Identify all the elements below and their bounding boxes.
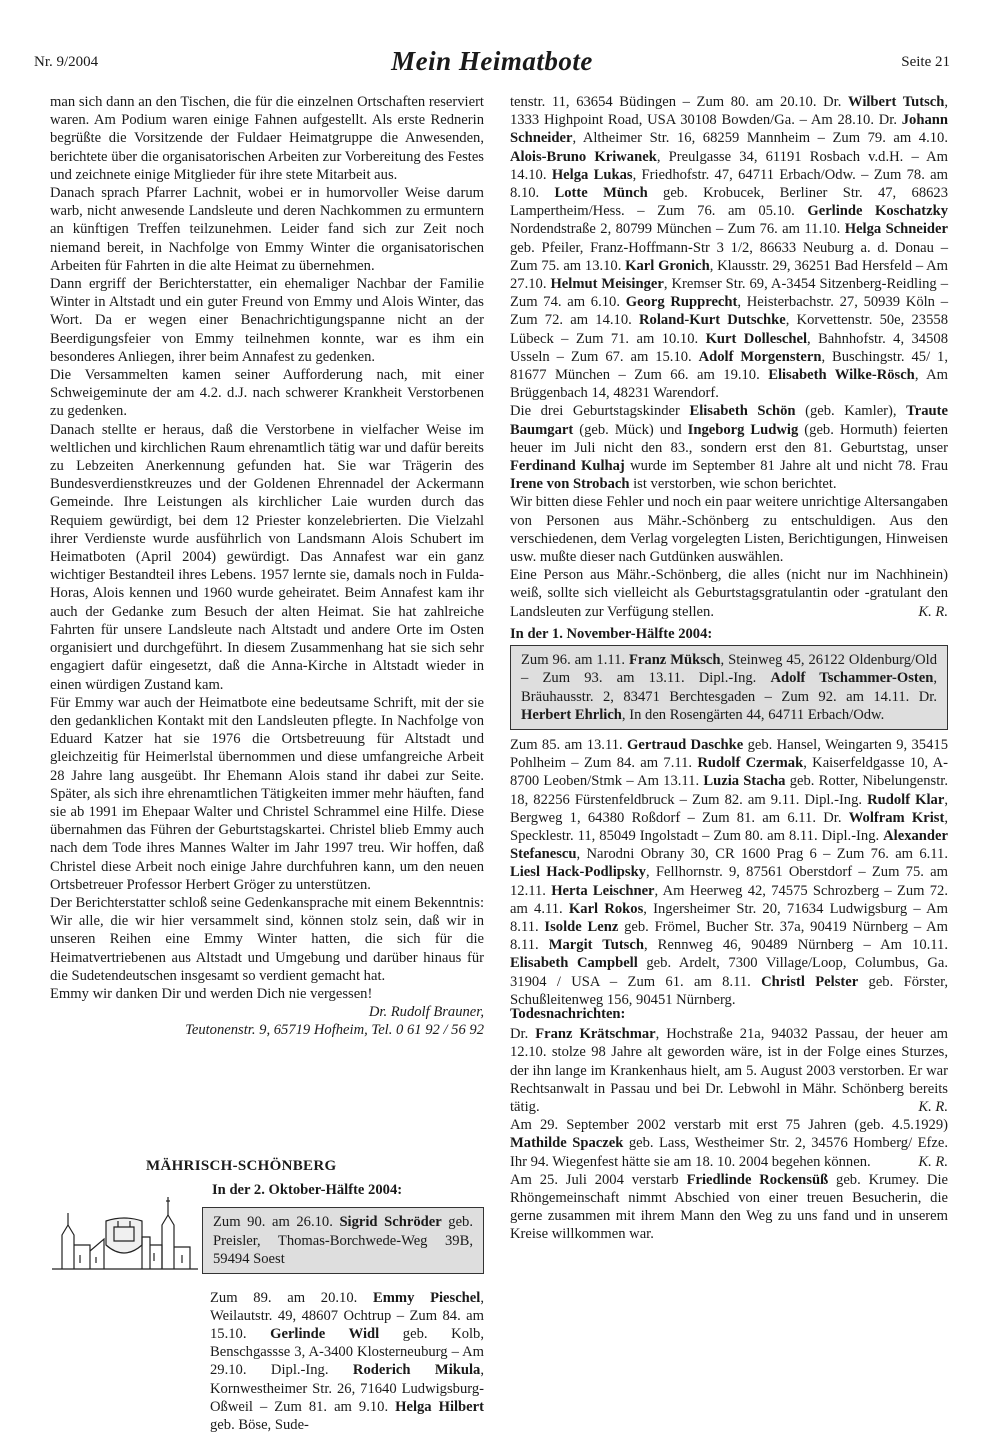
list-text: , Weilautstr. 49, 48607 Ochtrup – Zum 84. am 15.10. [210, 1289, 484, 1343]
list-text: Am 29. September 2002 verstarb mit erst 75 Jahren (geb. 4.5.1929) [510, 1117, 948, 1134]
person-name: Adolf Tschammer-Osten [770, 670, 934, 687]
list-text: , Rennweg 46, 90489 Nürnberg – Am 10.11. [643, 937, 948, 954]
person-name: Mathilde Spaczek [510, 1135, 624, 1152]
paragraph: Für Emmy war auch der Heimatbote eine bedeutsame Schrift, mit der sie den gedanklichen Kontakt mit den Landsleuten pflegte. In Nachfolge von Eduard Katzer hat sie 1976 die Ortsbetreuung für Altstadt und gleichzeitig für Heimerlstal übernommen und diese umfangreiche Arbeit 28 Jahre lang ausgeübt. Ihr Ehemann Alois stand ihr dabei zur Seite. Später, als sich ihre ehrenamtlichen Tätigkeiten immer mehr häuften, fand sie ab 1991 im Ehepaar Walter und Christel Schrammel eine Hilfe. Diese übernahmen das Führen der Geburtstagskartei. Christel blieb Emmy auch nach dem Tode ihres Mannes Walter im Jahr 1997 treu. Wir hoffen, daß Christel diese Arbeit noch einige Jahre durchfuhren kann, um den neuen Ortsbetreuer Professor Herbert Gröger zu unterstützen. [50, 694, 484, 893]
person-name: Sigrid Schröder [339, 1214, 442, 1231]
correction-paragraph [510, 402, 948, 493]
list-text: , Narodni Obrany 30, CR 1600 Prag 6 – Zum 76. am 6.11. [576, 846, 948, 863]
person-name: Karl Gronich [625, 257, 710, 274]
list-text: , Buschingstr. 45/ 1, 81677 München – Zum 66. am 19.10. [510, 348, 948, 384]
paragraph: Dann ergriff der Berichterstatter, ein ehemaliger Nachbar der Familie Winter in Altstadt und ein guter Freund von Emmy und Alois Winter, das Wort. Da er wegen einer Benachrichtigungspanne nicht an der Beerdigungsfeier von Emmy teilnehmen konnte, war es ihm ein besonderes Anliegen, ihrer beim Annafest zu gedenken. [50, 276, 484, 365]
person-name: Kurt Dolleschel [705, 330, 808, 347]
person-name: Rudolf Czermak [697, 755, 804, 772]
list-text: Dr. [510, 1026, 536, 1043]
person-name: Helga Schneider [844, 221, 949, 238]
box-text: Zum 90. am 26.10. [213, 1214, 340, 1231]
person-name: Traute Baumgart [510, 403, 949, 438]
person-name: Elisabeth Campbell [510, 955, 638, 972]
author-initials: K. R. [918, 1098, 948, 1115]
birthday-list [50, 1289, 484, 1435]
person-name: Liesl Hack-Podlipsky [510, 864, 646, 881]
person-name: Gerlinde Widl [270, 1326, 380, 1343]
request-paragraph [510, 566, 948, 621]
list-text: , 1333 Highpoint Road, USA 30108 Bowden/Ga. – Am 28.10. Dr. [510, 94, 949, 129]
person-name: Isolde Lenz [544, 918, 619, 935]
page-header [34, 46, 950, 78]
list-text: wurde im September 81 Jahre alt und nicht 78. Frau [624, 458, 948, 475]
obituaries-heading: Todesnachrichten: [510, 1005, 626, 1022]
person-name: Emmy Pieschel [373, 1289, 481, 1306]
section-title: MÄHRISCH-SCHÖNBERG [146, 1158, 337, 1174]
paragraph: Emmy wir danken Dir und werden Dich nie vergessen! [50, 985, 373, 1002]
box-text: , Bräuhausstr. 2, 83471 Berchtesgaden – Zum 92. am 14.11. Dr. [521, 670, 937, 705]
list-text: , Korvettenstr. 50e, 23558 Lübeck – Zum 71. am 10.10. [510, 312, 948, 347]
person-name: Helmut Meisinger [550, 276, 664, 293]
box-text: , Steinweg 45, 26122 Oldenburg/Old – Zum 93. am 13.11. Dipl.-Ing. [521, 652, 937, 687]
person-name: Ferdinand Kulhaj [510, 458, 625, 475]
list-text: geb. Lass, Westheimer Str. 2, 34576 Homberg/ Efze. Ihr 94. Wiegenfest hätte sie am 18. 10. 2004 begehen können. [510, 1135, 949, 1170]
list-text: (geb. Mück) und [573, 421, 688, 438]
list-text: , Ingersheimer Str. 20, 71634 Ludwigsburg – Am 8.11. [510, 900, 948, 935]
box-text: geb. Preisler, Thomas-Borchwede-Weg 39B, 59494 Soest [213, 1214, 473, 1267]
masthead-logo: Mein Heimatbote [391, 46, 593, 76]
list-text: geb. Förster, Schußleitenweg 156, 90451 Nürnberg. [510, 973, 948, 1008]
person-name: Lotte Münch [554, 185, 648, 202]
paragraph: Die Versammelten kamen seiner Aufforderung nach, mit einer Schweigeminute der am 4.2. d.J. nach schwerer Krankheit Verstorbenen zu gedenken. [50, 367, 484, 420]
person-name: Elisabeth Schön [689, 403, 796, 420]
list-text: geb. Kolb, Benschgassse 3, A-3400 Klosterneuburg – Am 29.10. Dipl.-Ing. [210, 1326, 484, 1379]
list-text: , Heisterbachstr. 27, 50939 Köln – Zum 72. am 14.10. [510, 294, 948, 329]
list-text: geb. Pfeiler, Franz-Hoffmann-Str 3 1/2, 86633 Neuburg a. d. Donau – Zum 75. am 13.10. [510, 239, 948, 274]
person-name: Christl Pelster [761, 973, 859, 990]
person-name: Herta Leischner [551, 882, 655, 899]
paragraph: Danach sprach Pfarrer Lachnit, wobei er in humorvoller Weise darum warb, nicht anwesende Landsleute und deren Nachkommen zu ermuntern an künftigen Treffen teilzunehmen. Leider fand sich zur Zeit noch niemand bereit, in Nachfolge von Emmy Winter die organisatorischen Arbeiten für Fahrten in die alte Heimat zu übernehmen. [50, 185, 484, 274]
list-text: geb. Ardelt, 7300 Village/Loop, Columbus, Ga. 31904 / USA – Zum 61. am 8.11. [510, 955, 948, 990]
list-text: ist verstorben, wie schon berichtet. [629, 476, 837, 493]
person-name: Friedlinde Rockensüß [686, 1171, 829, 1188]
person-name: Herbert Ehrlich [521, 706, 622, 723]
person-name: Ingeborg Ludwig [687, 421, 799, 438]
person-name: Elisabeth Wilke-Rösch [768, 367, 915, 384]
list-text: geb. Krumey. Die Rhöngemeinschaft nimmt Abschied von einer treuen Besucherin, die gerne zusammen mit ihrem Mann den Weg zu uns fand und in unserem Kreise willkommen war. [510, 1171, 948, 1243]
person-name: Irene von Strobach [510, 476, 630, 493]
list-text: , Specklestr. 11, 85049 Ingolstadt – Zum 80. am 8.11. Dipl.-Ing. [510, 809, 948, 844]
person-name: Alexander Stefanescu [510, 827, 948, 863]
birthday-list-continued [510, 93, 948, 402]
list-text: , Am Heerweg 42, 74575 Schrozberg – Zum 72. am 4.11. [510, 882, 948, 917]
box-text: Zum 96. am 1.11. [521, 652, 629, 669]
right-column [510, 93, 948, 1244]
person-name: Wolfram Krist [848, 809, 945, 826]
author-initials: K. R. [918, 603, 948, 620]
section-subtitle: In der 2. Oktober-Hälfte 2004: [212, 1182, 403, 1199]
paragraph: Der Berichterstatter schloß seine Gedenkansprache mit einem Bekenntnis: Wir alle, die wir hier versammelt sind, können stolz sein, daß wir in unseren Reihen eine Emmy Winter hatten, die sich für die Heimatvertriebenen aus Altstadt und Umgebung und darüber hinaus für die Sudetendeutschen insgesamt so verdient gemacht hat. [50, 894, 485, 984]
list-text: , Preulgasse 34, 61191 Rosbach v.d.H. – Am 14.10. [510, 148, 948, 183]
obituary [510, 1116, 948, 1171]
list-text: tenstr. 11, 63654 Büdingen – Zum 80. am 20.10. Dr. [510, 94, 848, 110]
birthday-box [202, 1207, 484, 1274]
person-name: Helga Lukas [551, 166, 633, 183]
list-text: Nordendstraße 2, 80799 München – Zum 76. am 11.10. [510, 221, 845, 238]
person-name: Karl Rokos [568, 900, 644, 917]
list-text: , Friedhofstr. 47, 64711 Erbach/Odw. – Zum 78. am 8.10. [510, 166, 948, 202]
list-text: geb. Rotter, Nibelungenstr. 18, 82256 Fürstenfeldbruck – Zum 82. am 9.11. Dipl.-Ing. [510, 773, 948, 808]
list-text: Zum 85. am 13.11. [510, 736, 628, 753]
page-number: Seite 21 [901, 54, 950, 70]
list-text: geb. Krobucek, Berliner Str. 47, 68623 Lampertheim/Hess. – Zum 76. am 05.10. [510, 185, 949, 220]
issue-number: Nr. 9/2004 [34, 54, 99, 70]
list-text: Am 25. Juli 2004 verstarb [510, 1171, 687, 1188]
list-text: , Am Brüggenbach 14, 48231 Warendorf. [510, 367, 949, 402]
list-text: Die drei Geburtstagskinder [510, 403, 690, 420]
list-text: , Fellhornstr. 9, 87561 Oberstdorf – Zum 75. am 12.11. [510, 864, 948, 899]
signature-address: Teutonenstr. 9, 65719 Hofheim, Tel. 0 61 92 / 56 92 [185, 1022, 484, 1039]
person-name: Luzia Stacha [703, 773, 786, 790]
list-text: , Klausstr. 29, 36251 Bad Hersfeld – Am 27.10. [510, 257, 948, 293]
list-text: Zum 89. am 20.10. [210, 1289, 374, 1306]
box-text: , In den Rosengärten 44, 64711 Erbach/Odw. [621, 706, 885, 723]
person-name: Rudolf Klar [867, 791, 945, 808]
list-text: , Altheimer Str. 16, 68259 Mannheim – Zum 79. am 4.10. [572, 130, 948, 147]
birthday-list [510, 736, 948, 1009]
november-heading: In der 1. November-Hälfte 2004: [510, 625, 713, 642]
list-text: (geb. Hormuth) feierten heuer im Juli nicht den 83., sondern erst den 81. Geburtstag, unser [510, 421, 948, 456]
person-name: Alois-Bruno Kriwanek [510, 148, 657, 165]
person-name: Franz Krätschmar [535, 1026, 656, 1043]
signature-name: Dr. Rudolf Brauner, [368, 1004, 484, 1021]
list-text: geb. Frömel, Bucher Str. 37a, 90419 Nürnberg – Am 8.11. [510, 918, 949, 954]
list-text: , Hochstraße 21a, 94032 Passau, der heuer am 12.10. stolze 98 Jahre alt geworden wäre, ist in der Folge eines Sturzes, der ihn lange im Krankenhaus hielt, am 5. August 2003 verstorben. Er war Rechtsanwalt in Passau und bei Dr. Lebwohl in Mähr. Schönberg bereits tätig. [510, 1026, 949, 1115]
paragraph: man sich dann an den Tischen, die für die einzelnen Ortschaften reserviert waren. Am Podium waren einige Fahnen aufgestellt. Als erste Rednerin begrüßte die Vorsitzende der Fuldaer Heimatgruppe die Anwesenden, berichtete über die organisatorischen Arbeiten zur Vorbereitung des Festes und zeichnete einige Mitglieder für ihre stete Mitarbeit aus. [50, 94, 484, 183]
obituary [510, 1171, 948, 1244]
person-name: Franz Müksch [629, 652, 721, 669]
list-text: , Kornwestheimer Str. 26, 71640 Ludwigsburg-Oßweil – Zum 81. am 9.10. [210, 1362, 484, 1415]
person-name: Johann Schneider [510, 112, 948, 147]
paragraph: Danach stellte er heraus, daß die Verstorbene in vielfacher Weise im weltlichen und kirchlichen Raum ehrenamtlich tätig war und dafür bereits zu Lebzeiten Anerkennung gefunden hat. Sie war Trägerin des Bundesverdienstkreuzes und der Goldenen Ehrennadel der Ackermann Gemeinde. Ihre Leistungen als kirchlicher Laie wurden durch das Requiem gewürdigt, bei dem 12 Priester konzelebrierten. Die Vielzahl ihrer Verdienste wurde ausführlich von Landsmann Alois Schubert im Heimatboten (April 2004) gewürdigt. Das Annafest war ein ganz wichtiger Bestandteil ihres Lebens. 1957 lernte sie, damals noch in Fulda-Horas, Alois kennen und 1960 wurde geheiratet. Beim Annafest kam ihr auch der Gedanke zum Besuch der alten Heimat. Sie hat zahlreiche Fahrten für unsere Landsleute nach Altstadt und andere Orte im Osten organisiert und durchgeführt. In diesem Zusammenhang hat sie sich sehr engagiert dafür eingesetzt, daß die Anna-Kirche in Altstadt wieder in einen würdigen Zustand kam. [50, 421, 484, 693]
person-name: Georg Rupprecht [625, 294, 738, 311]
list-text: geb. Hansel, Weingarten 9, 35415 Pohlheim – Zum 84. am 7.11. [510, 736, 948, 772]
birthday-box [510, 645, 948, 730]
person-name: Roland-Kurt Dutschke [639, 312, 786, 329]
list-text: , Bergweg 1, 64380 Roßdorf – Zum 81. am 6.11. Dr. [510, 791, 948, 826]
person-name: Adolf Morgenstern [698, 348, 822, 365]
list-text: , Kaiserfeldgasse 10, A-8700 Leoben/Stmk – Am 13.11. [510, 755, 948, 790]
list-text: , Bahnhofstr. 4, 34508 Usseln – Zum 67. am 15.10. [510, 330, 948, 365]
apology-paragraph: Wir bitten diese Fehler und noch ein paar weitere unrichtige Altersangaben von Personen aus Mähr.-Schönberg zu entschuldigen. Aus den verschiedenen, dem Verlag vorgelegten Listen, Berichtigungen, Hinweisen usw. mußte dieser nach Gutdünken auswählen. [510, 494, 948, 566]
left-column [50, 93, 484, 1040]
person-name: Margit Tutsch [548, 937, 644, 954]
person-name: Gertraud Daschke [627, 736, 744, 753]
author-initials: K. R. [918, 1153, 948, 1170]
list-text: (geb. Kamler), [795, 403, 907, 420]
list-text: , Kremser Str. 69, A-3454 Sitzenberg-Reidling – Zum 74. am 6.10. [510, 276, 948, 311]
paragraph-text: Eine Person aus Mähr.-Schönberg, die alles (nicht nur im Nachhinein) weiß, sollte sich vielleicht als Geburtstagsgratulantin oder -gratulant den Landsleuten zur Verfügung stellen. [510, 567, 948, 620]
list-text: geb. Böse, Sude- [210, 1417, 309, 1434]
person-name: Wilbert Tutsch [847, 94, 945, 110]
town-crest-illustration [50, 1185, 200, 1271]
maehrisch-schoenberg-section [50, 1157, 484, 1449]
obituary [510, 1025, 948, 1116]
person-name: Roderich Mikula [352, 1362, 481, 1379]
person-name: Gerlinde Koschatzky [807, 203, 948, 220]
person-name: Helga Hilbert [395, 1398, 484, 1415]
